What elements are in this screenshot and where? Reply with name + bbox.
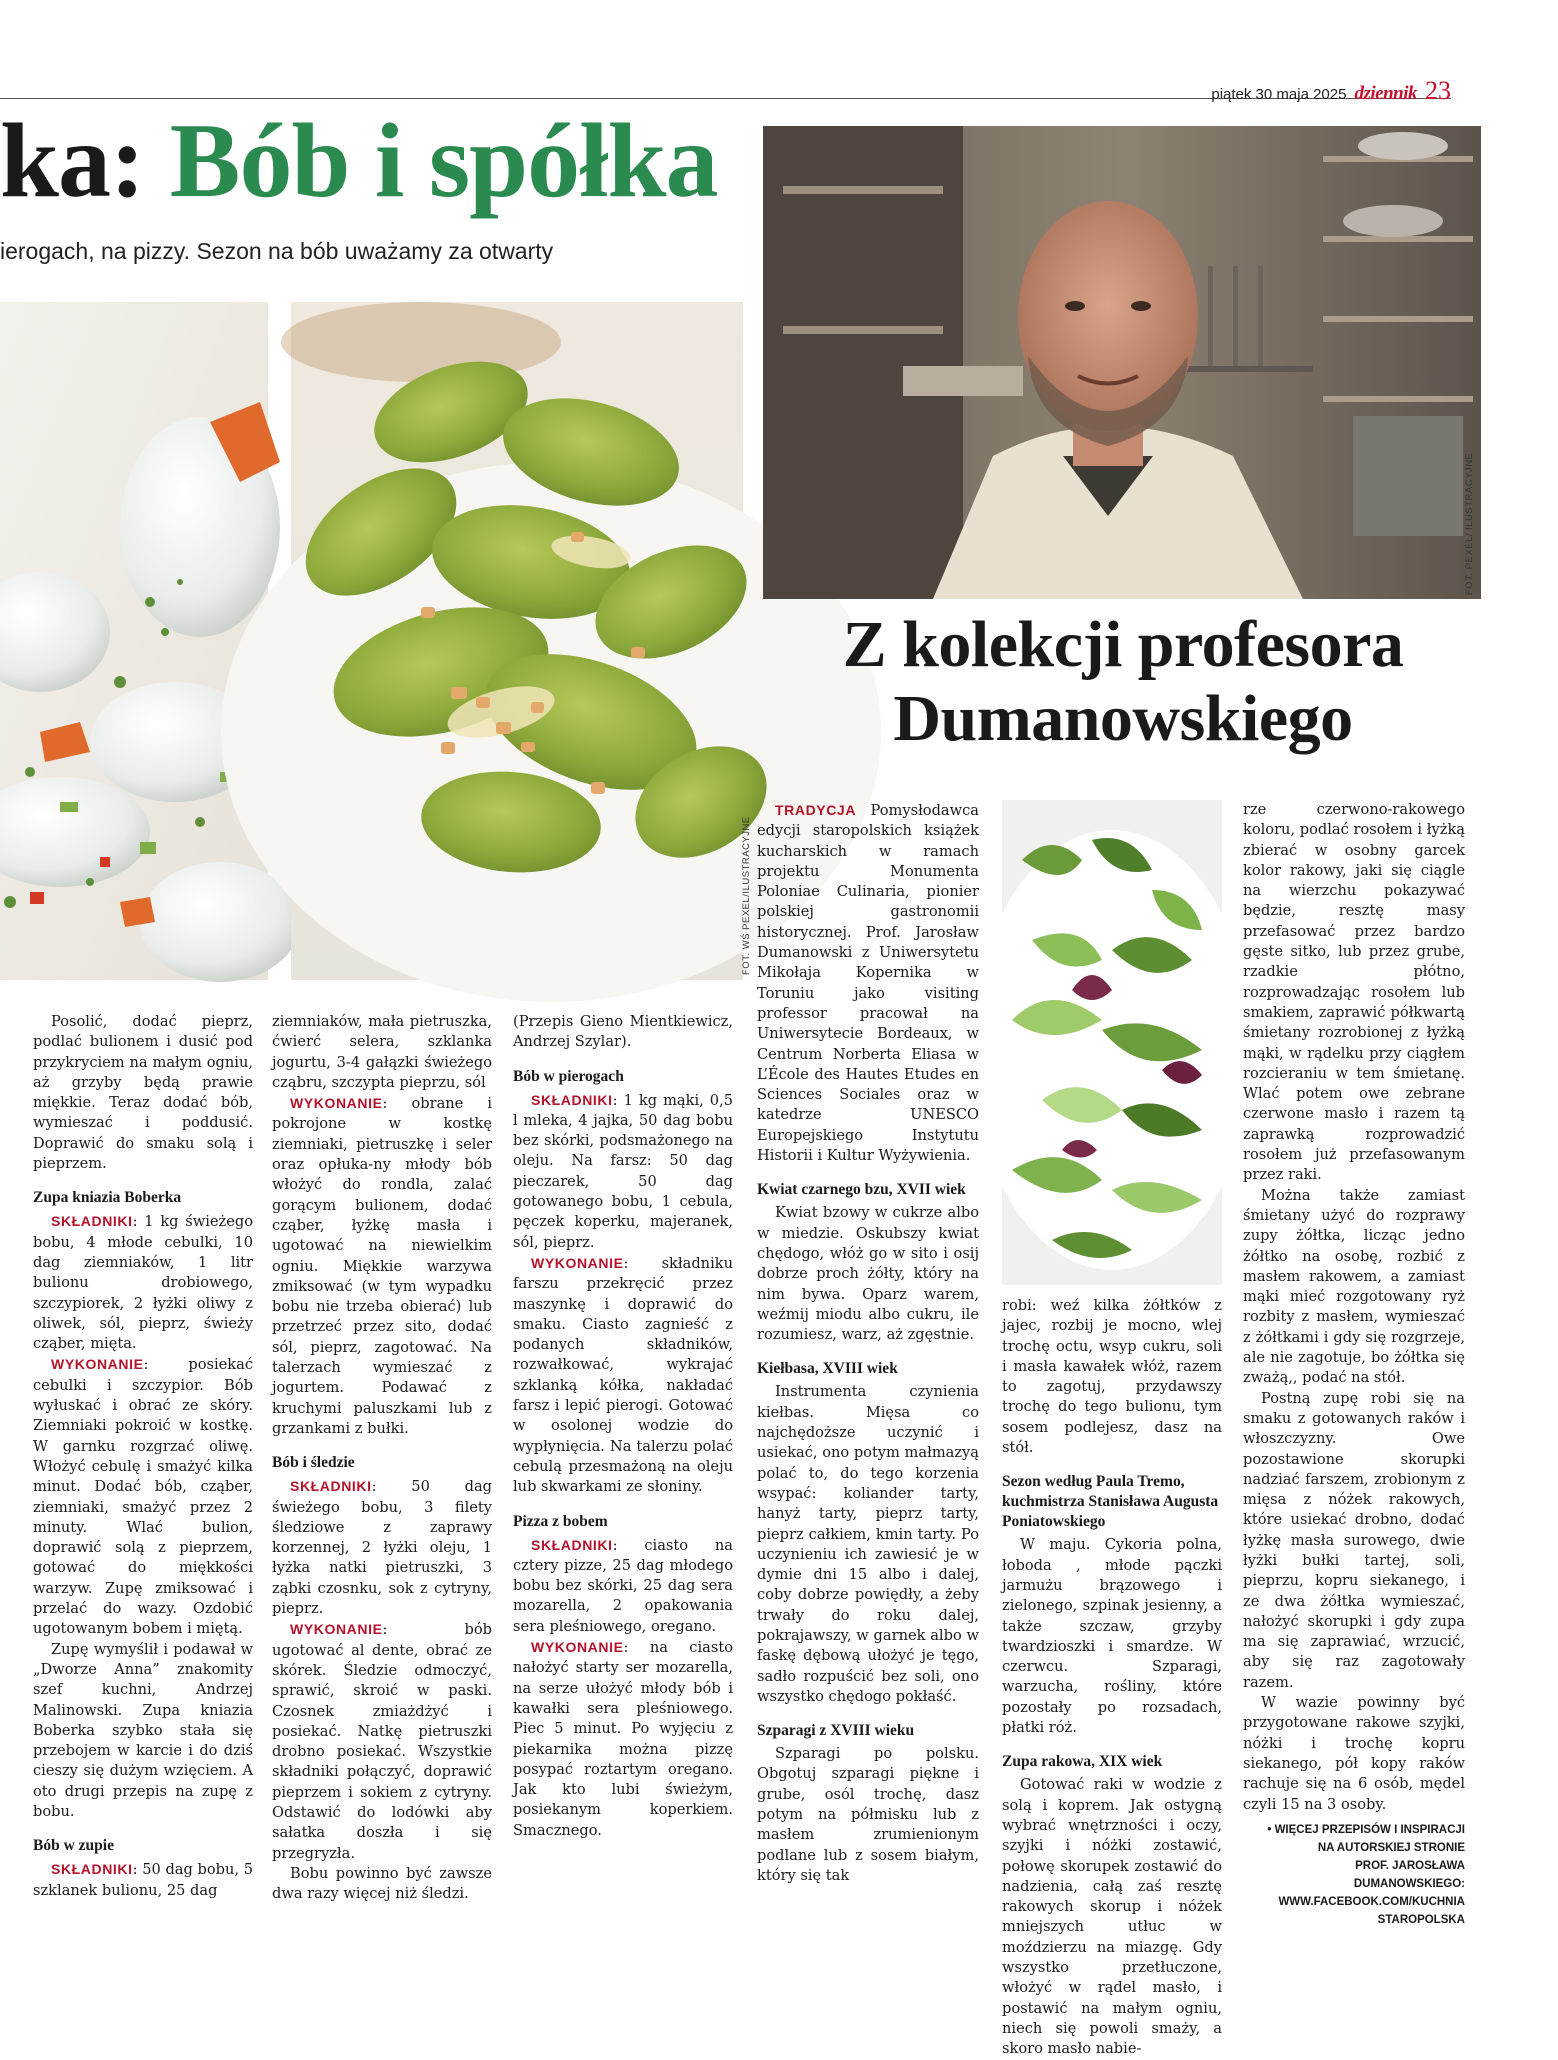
- col2-method-2: WYKONANIE: bób ugotować al dente, obrać ze skórek. Śledzie odmoczyć, sprawić, skroić w paski. Czosnek zmiażdżyć i posiekać. Natkę pietruszki drobno posiekać. Wszystkie składniki połączyć, doprawić pieprzem i sokiem z cytryny. Odstawić do lodówki aby sałatka doszła i się przegryzła.: [272, 1621, 492, 1862]
- article-column-3: [513, 1012, 733, 1841]
- right-headline-line2: Dumanowskiego: [893, 681, 1353, 755]
- col1-method-1: WYKONANIE: posiekać cebulki i szczypior. Bób wyłuskać i obrać ze skóry. Ziemniaki pokroić w kostkę. W garnku rozgrzać oliwę. Włożyć cebulę i smażyć kilka minut. Dodać bób, cząber, ziemniaki, smażyć przez 2 minuty. Wlać bulion, doprawić solą z pieprzem, gotować do miękkości warzyw. Zupę zmiksować i przelać do wazy. Ozdobić ugotowanym bobem i miętą.: [33, 1356, 253, 1638]
- keyword-skladniki: SKŁADNIKI: [51, 1861, 133, 1878]
- recipe-title-kielbasa: Kiełbasa, XVIII wiek: [757, 1360, 898, 1378]
- col3-ingredients-1: SKŁADNIKI: 1 kg mąki, 0,5 l mleka, 4 jajka, 50 dag bobu bez skórki, podsmażonego na oleju. Na farsz: 50 dag pieczarek, 50 dag gotowanego bobu, 1 cebula, pęczek koperku, majeranek, sól, pieprz.: [513, 1091, 733, 1251]
- article-column-1: [33, 1012, 253, 1901]
- main-headline: [0, 102, 718, 219]
- recipe-title-bob-w-pierogach: Bób w pierogach: [513, 1067, 624, 1085]
- keyword-skladniki: SKŁADNIKI: [531, 1091, 613, 1108]
- col1-ingredients-1: SKŁADNIKI: 1 kg świeżego bobu, 4 młode cebulki, 10 dag ziemniaków, 1 litr bulionu drobiowego, szczypiorek, 2 łyżki oliwy z oliwek, sól, pieprz, świeży cząber, mięta.: [33, 1213, 253, 1353]
- col2-paragraph-1: ziemniaków, mała pietruszka, ćwierć selera, szklanka jogurtu, 3-4 gałązki świeżego cząbru, szczypta pieprzu, sól: [272, 1013, 492, 1091]
- col3-paragraph-1: (Przepis Gieno Mientkiewicz, Andrzej Szylar).: [513, 1013, 733, 1051]
- keyword-wykonanie: WYKONANIE: [51, 1356, 144, 1373]
- col4-intro: TRADYCJA Pomysłodawca edycji staropolskich książek kucharskich w ramach projektu Monumenta Poloniae Culinaria, pionier polskiej gastronomii historycznej. Prof. Jarosław Dumanowski z Uniwersytetu Mikołaja Kopernika w Toruniu jako visiting professor pracował na Uniwersytecie Bordeaux, w Centrum Norberta Eliasa w L’École des Hautes Etudes en Sciences Sociales oraz w katedrze UNESCO Europejskiego Instytutu Historii i Kultur Wyżywienia.: [757, 802, 979, 1165]
- article-column-5: [1002, 1296, 1222, 2060]
- right-headline: [763, 608, 1483, 756]
- recipe-title-zupa-kniazia-boberka: Zupa kniazia Boberka: [33, 1189, 182, 1207]
- col6-paragraph-3: Postną zupę robi się na smaku z gotowanych raków i włoszczyzny. Owe pozostawione skorupki nadziać farszem, zrobionym z mięsa z nóżek rakowych, które usiekać drobno, dodać łyżkę masła surowego, dwie łyżki bułki tartej, soli, pieprzu, kopru siekanego, i ze dwa żółtka wymieszać, nałożyć skorupki i gdy zupa ma się zaprawiać, wrzucić, aby się raz zagotowały razem.: [1243, 1389, 1465, 1691]
- keyword-skladniki: SKŁADNIKI: [290, 1478, 372, 1495]
- keyword-skladniki: SKŁADNIKI: [531, 1536, 613, 1553]
- headline-part2: Bób i spółka: [169, 102, 718, 219]
- photo-credit-chef: FOT. PEXEL/ ILUSTRACYJNE: [1464, 452, 1475, 595]
- col1-ingredients-2: SKŁADNIKI: 50 dag bobu, 5 szklanek bulionu, 25 dag: [33, 1861, 253, 1899]
- subheadline: ierogach, na pizzy. Sezon na bób uważamy za otwarty: [0, 238, 554, 264]
- recipe-title-bob-i-sledzie: Bób i śledzie: [272, 1454, 355, 1472]
- page-number: 23: [1425, 76, 1451, 105]
- keyword-skladniki: SKŁADNIKI: [51, 1213, 133, 1230]
- right-headline-line1: Z kolekcji profesora: [842, 608, 1404, 681]
- article-column-6: [1243, 800, 1465, 1929]
- col2-method-1: WYKONANIE: obrane i pokrojone w kostkę ziemniaki, pietruszkę i seler oraz opłuka-ny młody bób włożyć do rondla, zalać gorącym bulionem, dodać cząber, łyżkę masła i ugotować na niewielkim ogniu. Miękkie warzywa zmiksować (w tym wypadku bobu nie trzeba obierać) lub przetrzeć przez sito, dodać sól, pieprz, zagotować. Na talerzach wymieszać z jogurtem. Podawać z kruchymi paluszkami lub z grzankami z bułki.: [272, 1095, 492, 1437]
- col5-paragraph-1: robi: weź kilka żółtków z jajec, rozbij je mocno, wlej trochę octu, wsyp cukru, soli i masła kawałek włóż, razem to zagotuj, przydawszy trochę do tego bulionu, tym sosem podlejesz, dasz na stół.: [1002, 1297, 1222, 1457]
- col5-text-2: Gotować raki w wodzie z solą i koprem. Jak ostygną wybrać wnętrzności i oczy, szyjki i nóżki zostawić, połowę skorupek zostawić do nadzienia, całą zaś resztę rakowych skorup i nóżek mniejszych utłuc w moździerzu na miazgę. Gdy wszystko przetłuczone, włożyć w rądel masło, i postawić na małym ogniu, niech się powoli smaży, a skoro masło nabie-: [1002, 1776, 1222, 2058]
- photo-chef-portrait: [763, 126, 1481, 599]
- col5-text-1: W maju. Cykoria polna, łoboda , młode pączki jarmużu brązowego i zielonego, szpinak jesienny, a także szczaw, grzyby twardzioszki i smardze. W czerwcu. Szparagi, warzucha, rośliny, które pozostały po rozsadach, płatki róż.: [1002, 1536, 1222, 1737]
- keyword-tradycja: TRADYCJA: [775, 802, 857, 818]
- article-column-2: [272, 1012, 492, 1904]
- recipe-title-sezon-tremo: Sezon według Paula Tremo, kuchmistrza Stanisława Augusta Poniatowskiego: [1002, 1473, 1219, 1531]
- recipe-title-bob-w-zupie: Bób w zupie: [33, 1837, 114, 1855]
- photo-potatoes-fava: [0, 302, 268, 980]
- col4-text-3: Szparagi po polsku. Obgotuj szparagi piękne i grube, osól trochę, dasz potym na półmisku lub z masłem zrumienionym podlane lub z sosem białym, który się tak: [757, 1745, 979, 1884]
- footnote-more-recipes: • WIĘCEJ PRZEPISÓW I INSPIRACJI NA AUTORSKIEJ STRONIE PROF. JAROSŁAWA DUMANOWSKIEGO: WWW.FACEBOOK.COM/KUCHNIA STAROPOLSKA: [1243, 1821, 1465, 1929]
- col3-method-2: WYKONANIE: na ciasto nałożyć starty ser mozarella, na serze ułożyć młody bób i kawałki sera pleśniowego. Piec 5 minut. Po wyjęciu z piekarnika można pizzę posypać roztartym oregano. Jak kto lubi świeżym, posiekanym koperkiem. Smacznego.: [513, 1639, 733, 1839]
- photo-credit-pierogi: FOT. WŚ PEXEL/ILUSTRACYJNE: [741, 816, 752, 975]
- col1-paragraph-2: Zupę wymyślił i podawał w „Dworze Anna” znakomity szef kuchni, Andrzej Malinowski. Zupa kniazia Boberka szybko stała się przebojem w karcie i do dziś cieszy się dużym wzięciem. A oto drugi przepis na zupę z bobu.: [33, 1640, 253, 1820]
- keyword-wykonanie: WYKONANIE: [290, 1621, 383, 1638]
- brand-logo: dziennik: [1354, 83, 1417, 104]
- col2-ingredients-1: SKŁADNIKI: 50 dag świeżego bobu, 3 filety śledziowe z zaprawy korzennej, 2 łyżki oleju, 1 łyżka natki pietruszki, 3 ząbki czosnku, sok z cytryny, pieprz.: [272, 1478, 492, 1618]
- col6-paragraph-1: rze czerwono-rakowego koloru, podlać rosołem i łyżką zbierać w osobny garcek kolor rakowy, jaki się ciągle na wierzchu pokazywać będzie, resztę masy przefasować przez bardzo gęste sitko, lub przez grube, rzadkie płótno, rozprowadzając rosołem lub smakiem, zaprawić półkwartą śmietany rozrobionej z łyżką mąki, w rądelku przy ciągłem rozcieraniu w tem śmietanę. Wlać potem owe zebrane czerwone masło i razem tą zaprawką rozprowadzić rosołem już przefasowanym przez raki.: [1243, 801, 1465, 1184]
- col4-text-1: Kwiat bzowy w cukrze albo w miedzie. Oskubszy kwiat chędogo, włóż go w sito i osij dobrze proch żółty, który na nim bywa. Oparz warem, weźmij miodu albo cukru, ile rozumiesz, warz, aż zgęstnie.: [757, 1204, 979, 1344]
- issue-date: piątek 30 maja 2025: [1211, 86, 1347, 103]
- headline-part1: ka:: [0, 102, 170, 219]
- keyword-wykonanie: WYKONANIE: [531, 1254, 624, 1271]
- photo-green-pierogi: [291, 302, 743, 980]
- recipe-title-kwiat-czarnego-bzu: Kwiat czarnego bzu, XVII wiek: [757, 1181, 966, 1199]
- recipe-title-pizza-z-bobem: Pizza z bobem: [513, 1512, 608, 1530]
- col2-paragraph-2: Bobu powinno być zawsze dwa razy więcej niż śledzi.: [272, 1864, 492, 1903]
- col1-paragraph-1: Posolić, dodać pieprz, podlać bulionem i dusić pod przykryciem na małym ogniu, aż grzyby będą prawie miękkie. Teraz dodać bób, wymieszać i poddusić. Doprawić do smaku solą i pieprzem.: [33, 1013, 253, 1173]
- col3-method-1: WYKONANIE: składniku farszu przekręcić przez maszynkę i doprawić do smaku. Ciasto zagnieść z podanych składników, rozwałkować, wykrajać szklanką kółka, nakładać farsz i lepić pierogi. Gotować w osolonej wodzie do wypłynięcia. Na talerzu polać cebulą przesmażoną na oleju lub skwarkami ze słoniny.: [513, 1254, 733, 1496]
- article-column-4: [757, 800, 979, 1886]
- col4-text-2: Instrumenta czynienia kiełbas. Mięsa co najchędoższe uczynić i usiekać, ono potym małmazyą polać to, do tego korzenia wsypać: koliander tarty, hanyż tarty, pieprz tarty, pieprz całkiem, kmin tarty. Po uczynieniu ich zawiesić je w dymie dni 15 albo i dalej, coby dobrze powiędły, a żeby trwały do roku dalej, pokrajawszy, w garnek albo w faskę dębową ułożyć je tęgo, sadło rozpuścić bez soli, ono wszystko chędogo pokłaść.: [757, 1383, 979, 1705]
- recipe-title-szparagi: Szparagi z XVIII wieku: [757, 1722, 915, 1740]
- recipe-title-zupa-rakowa: Zupa rakowa, XIX wiek: [1002, 1753, 1163, 1771]
- col3-ingredients-2: SKŁADNIKI: ciasto na cztery pizze, 25 dag młodego bobu bez skórki, 25 dag sera mozarella, 2 opakowania sera pleśniowego, oregano.: [513, 1536, 733, 1635]
- facebook-link[interactable]: WWW.FACEBOOK.COM/KUCHNIA: [1278, 1895, 1465, 1908]
- dateline: [1211, 76, 1451, 106]
- col6-paragraph-4: W wazie powinny być przygotowane rakowe szyjki, nóżki i trochę kopru siekanego, pół kopy raków rachuje się na 6 osób, mędel czyli 15 na 3 osoby.: [1243, 1694, 1465, 1813]
- photo-salad: [1002, 800, 1222, 1285]
- keyword-wykonanie: WYKONANIE: [531, 1639, 624, 1656]
- keyword-wykonanie: WYKONANIE: [290, 1095, 383, 1112]
- col6-paragraph-2: Można także zamiast śmietany użyć do rozprawy zupy żółtka, licząc jedno żółtko na osobę, rozbić z masłem rakowem, a zamiast mąki mieć rozgotowany ryż rozbity z masłem, wymieszać z żółtkami i gdy się rozgrzeje, ale nie zagotuje, bo żółtka się zważą,, podać na stół.: [1243, 1186, 1465, 1387]
